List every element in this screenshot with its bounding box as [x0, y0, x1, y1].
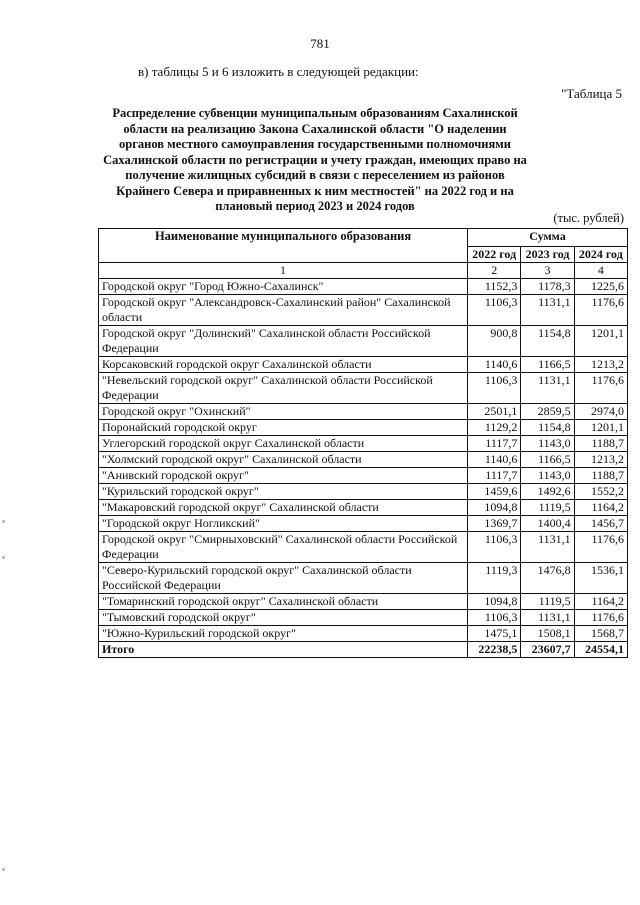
value-2024: 1213,2 [574, 452, 627, 468]
table-row [99, 484, 628, 500]
value-2024: 1552,2 [574, 484, 627, 500]
value-2023: 1143,0 [521, 468, 574, 484]
value-2023: 1131,1 [521, 532, 574, 563]
value-2022: 1459,6 [468, 484, 521, 500]
value-2023: 1492,6 [521, 484, 574, 500]
value-2022: 1106,3 [468, 610, 521, 626]
municipality-name: "Томаринский городской округ" Сахалинской области [99, 594, 468, 610]
value-2022: 1094,8 [468, 594, 521, 610]
value-2022: 1475,1 [468, 626, 521, 642]
table-row [99, 468, 628, 484]
subvention-table [98, 228, 628, 658]
value-2024: 1568,7 [574, 626, 627, 642]
municipality-name: "Анивский городской округ" [99, 468, 468, 484]
value-2023: 1131,1 [521, 610, 574, 626]
municipality-name: "Макаровский городской округ" Сахалинской области [99, 500, 468, 516]
sum-column-header: Сумма [468, 229, 628, 247]
value-2022: 1119,3 [468, 563, 521, 594]
municipality-name: Городской округ "Охинский" [99, 404, 468, 420]
value-2023: 1178,3 [521, 279, 574, 295]
value-2023: 1400,4 [521, 516, 574, 532]
value-2024: 1456,7 [574, 516, 627, 532]
value-2022: 1106,3 [468, 295, 521, 326]
value-2024: 1536,1 [574, 563, 627, 594]
municipality-name: "Невельский городской округ" Сахалинской области Российской Федерации [99, 373, 468, 404]
intro-text: в) таблицы 5 и 6 изложить в следующей редакции: [138, 64, 419, 79]
value-2023: 1131,1 [521, 295, 574, 326]
table-row [99, 420, 628, 436]
value-2023: 1166,5 [521, 357, 574, 373]
page-number: 781 [310, 36, 330, 51]
column-number: 1 [99, 263, 468, 279]
value-2024: 1176,6 [574, 610, 627, 626]
scan-mark [2, 868, 5, 871]
value-2023: 1166,5 [521, 452, 574, 468]
value-2023: 1154,8 [521, 420, 574, 436]
value-2023: 2859,5 [521, 404, 574, 420]
year-header-2024: 2024 год [574, 247, 627, 263]
municipality-name: Городской округ "Александровск-Сахалинский район" Сахалинской области [99, 295, 468, 326]
total-2022: 22238,5 [468, 642, 521, 658]
table-row [99, 610, 628, 626]
table-row [99, 295, 628, 326]
value-2024: 1176,6 [574, 373, 627, 404]
table-row [99, 626, 628, 642]
value-2022: 1140,6 [468, 452, 521, 468]
table-row [99, 500, 628, 516]
value-2022: 1117,7 [468, 468, 521, 484]
value-2023: 1508,1 [521, 626, 574, 642]
table-body [99, 279, 628, 658]
municipality-name: Городской округ "Смирныховский" Сахалинской области Российской Федерации [99, 532, 468, 563]
municipality-name: Углегорский городской округ Сахалинской области [99, 436, 468, 452]
value-2022: 1369,7 [468, 516, 521, 532]
value-2022: 900,8 [468, 326, 521, 357]
value-2022: 1106,3 [468, 373, 521, 404]
column-number: 4 [574, 263, 627, 279]
column-number: 2 [468, 263, 521, 279]
municipality-name: "Городской округ Ногликский" [99, 516, 468, 532]
value-2023: 1131,1 [521, 373, 574, 404]
value-2024: 1164,2 [574, 594, 627, 610]
value-2023: 1476,8 [521, 563, 574, 594]
table-row [99, 452, 628, 468]
municipality-name: "Холмский городской округ" Сахалинской области [99, 452, 468, 468]
value-2022: 1117,7 [468, 436, 521, 452]
table-row [99, 404, 628, 420]
value-2023: 1119,5 [521, 594, 574, 610]
value-2024: 1176,6 [574, 295, 627, 326]
table-row [99, 373, 628, 404]
total-2023: 23607,7 [521, 642, 574, 658]
table-row [99, 436, 628, 452]
value-2022: 1152,3 [468, 279, 521, 295]
value-2022: 1129,2 [468, 420, 521, 436]
municipality-name: Корсаковский городской округ Сахалинской области [99, 357, 468, 373]
year-header-2022: 2022 год [468, 247, 521, 263]
value-2024: 1188,7 [574, 436, 627, 452]
value-2023: 1119,5 [521, 500, 574, 516]
scan-mark [2, 556, 5, 559]
table-row [99, 563, 628, 594]
table-row [99, 357, 628, 373]
column-number: 3 [521, 263, 574, 279]
value-2024: 1225,6 [574, 279, 627, 295]
municipality-name: "Южно-Курильский городской округ" [99, 626, 468, 642]
value-2024: 1176,6 [574, 532, 627, 563]
value-2024: 1201,1 [574, 326, 627, 357]
value-2022: 1094,8 [468, 500, 521, 516]
table-row [99, 594, 628, 610]
table-row [99, 279, 628, 295]
value-2024: 2974,0 [574, 404, 627, 420]
total-row [99, 642, 628, 658]
value-2024: 1201,1 [574, 420, 627, 436]
name-column-header: Наименование муниципального образования [99, 229, 468, 263]
municipality-name: "Северо-Курильский городской округ" Сахалинской области Российской Федерации [99, 563, 468, 594]
value-2023: 1143,0 [521, 436, 574, 452]
total-2024: 24554,1 [574, 642, 627, 658]
municipality-name: "Курильский городской округ" [99, 484, 468, 500]
value-2022: 2501,1 [468, 404, 521, 420]
value-2024: 1188,7 [574, 468, 627, 484]
municipality-name: "Тымовский городской округ" [99, 610, 468, 626]
value-2022: 1140,6 [468, 357, 521, 373]
value-2022: 1106,3 [468, 532, 521, 563]
total-label: Итого [99, 642, 468, 658]
table-label: "Таблица 5 [561, 86, 622, 101]
value-2024: 1213,2 [574, 357, 627, 373]
value-2024: 1164,2 [574, 500, 627, 516]
municipality-name: Городской округ "Долинский" Сахалинской области Российской Федерации [99, 326, 468, 357]
table-heading: Распределение субвенции муниципальным образованиям Сахалинской области на реализацию Закона Сахалинской области "О наделении органов местного самоуправления государственными полномочиями Сахалинской области по регистрации и учету граждан, имеющих право на получение жилищных субсидий в связи с переселением из районов Крайнего Севера и приравненных к ним местностей" на 2022 год и на плановый период 2023 и 2024 годов [103, 106, 527, 213]
municipality-name: Поронайский городской округ [99, 420, 468, 436]
unit-label: (тыс. рублей) [553, 211, 624, 225]
scan-mark [2, 520, 5, 523]
table-row [99, 326, 628, 357]
municipality-name: Городской округ "Город Южно-Сахалинск" [99, 279, 468, 295]
table-row [99, 516, 628, 532]
value-2023: 1154,8 [521, 326, 574, 357]
table-row [99, 532, 628, 563]
year-header-2023: 2023 год [521, 247, 574, 263]
